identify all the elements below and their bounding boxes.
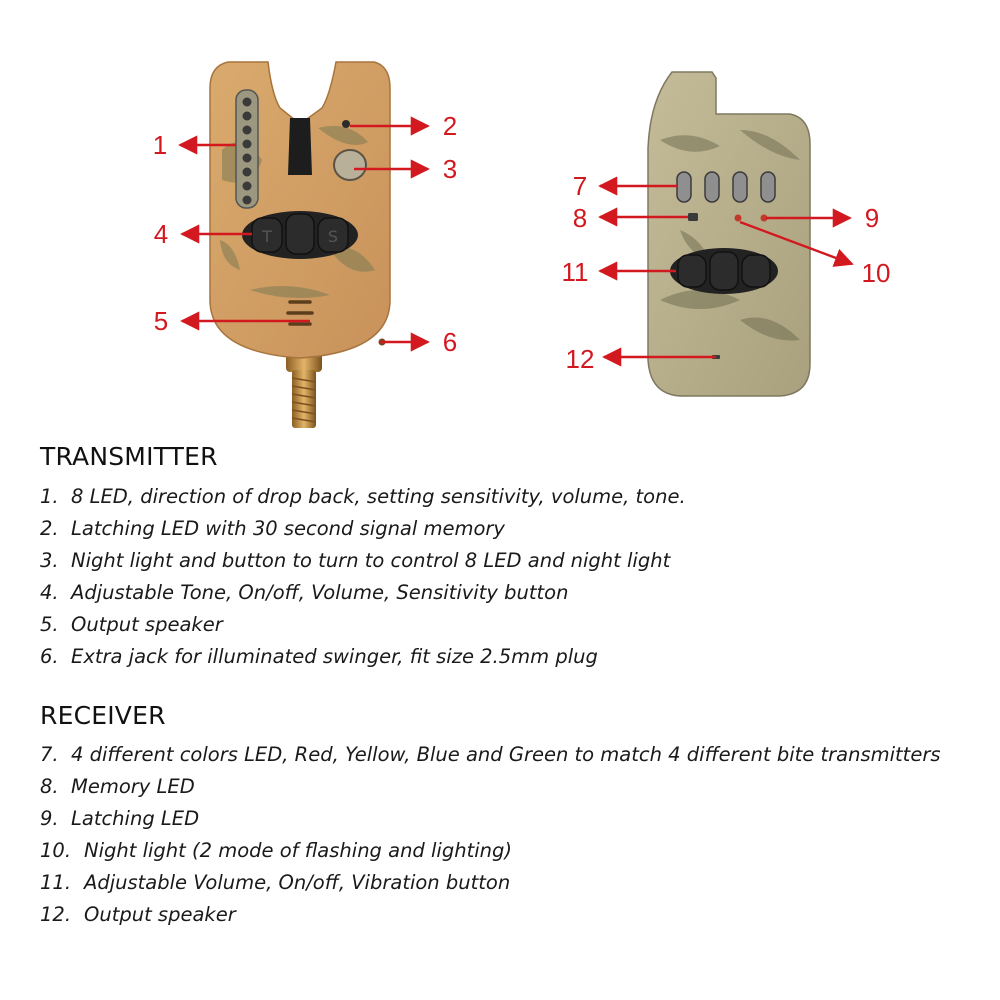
transmitter-feature-list bbox=[40, 481, 686, 673]
callout-9: 9 bbox=[864, 203, 880, 233]
item-text: Night light (2 mode of flashing and lighting) bbox=[84, 839, 512, 862]
transmitter-button-pad bbox=[242, 211, 358, 259]
callout-12: 12 bbox=[565, 344, 595, 374]
list-item bbox=[40, 545, 686, 577]
item-text: Output speaker bbox=[84, 903, 236, 926]
list-item bbox=[40, 481, 686, 513]
memory-led bbox=[688, 213, 698, 221]
receiver-feature-list bbox=[40, 739, 941, 931]
item-number: 8. bbox=[40, 775, 59, 798]
callout-4: 4 bbox=[153, 219, 169, 249]
callout-7: 7 bbox=[572, 171, 588, 201]
item-number: 1. bbox=[40, 485, 59, 508]
item-text: Memory LED bbox=[71, 775, 195, 798]
night-light-led bbox=[735, 215, 742, 222]
callout-1: 1 bbox=[152, 130, 168, 160]
receiver-button-pad bbox=[670, 248, 778, 294]
list-item bbox=[40, 577, 686, 609]
item-number: 11. bbox=[40, 871, 72, 894]
item-number: 7. bbox=[40, 743, 59, 766]
callout-10: 10 bbox=[861, 258, 891, 288]
receiver-device bbox=[648, 72, 810, 396]
transmitter-heading: TRANSMITTER bbox=[40, 442, 218, 471]
tone-button-glyph: T bbox=[262, 227, 272, 246]
receiver-heading: RECEIVER bbox=[40, 701, 166, 730]
sensitivity-button-glyph: S bbox=[327, 227, 339, 246]
callout-3: 3 bbox=[442, 154, 458, 184]
list-item bbox=[40, 609, 686, 641]
item-number: 4. bbox=[40, 581, 59, 604]
product-diagram bbox=[0, 0, 1000, 440]
latching-led bbox=[342, 120, 350, 128]
item-text: Latching LED bbox=[71, 807, 200, 830]
callout-11: 11 bbox=[561, 257, 589, 287]
callout-6: 6 bbox=[442, 327, 458, 357]
list-item bbox=[40, 803, 941, 835]
callout-5: 5 bbox=[153, 306, 169, 336]
receiver-power-button[interactable] bbox=[710, 252, 738, 290]
list-item bbox=[40, 771, 941, 803]
list-item bbox=[40, 867, 941, 899]
volume-button[interactable] bbox=[678, 255, 706, 287]
night-light-button[interactable] bbox=[334, 150, 366, 180]
item-text: Extra jack for illuminated swinger, fit size 2.5mm plug bbox=[71, 645, 598, 668]
callout-8: 8 bbox=[572, 203, 588, 233]
item-text: 4 different colors LED, Red, Yellow, Blue and Green to match 4 different bite transmitters bbox=[71, 743, 941, 766]
list-item bbox=[40, 835, 941, 867]
item-text: Output speaker bbox=[71, 613, 223, 636]
item-text: Night light and button to turn to control 8 LED and night light bbox=[71, 549, 671, 572]
transmitter-device bbox=[210, 62, 390, 428]
item-number: 12. bbox=[40, 903, 72, 926]
item-number: 10. bbox=[40, 839, 72, 862]
item-text: 8 LED, direction of drop back, setting sensitivity, volume, tone. bbox=[71, 485, 686, 508]
list-item bbox=[40, 641, 686, 673]
item-text: Adjustable Volume, On/off, Vibration button bbox=[84, 871, 511, 894]
callout-2: 2 bbox=[442, 111, 458, 141]
item-text: Latching LED with 30 second signal memory bbox=[71, 517, 505, 540]
line-slot bbox=[288, 118, 312, 175]
item-text: Adjustable Tone, On/off, Volume, Sensitivity button bbox=[71, 581, 569, 604]
item-number: 5. bbox=[40, 613, 59, 636]
receiver-body bbox=[648, 72, 810, 396]
vibration-button[interactable] bbox=[742, 255, 770, 287]
list-item bbox=[40, 739, 941, 771]
item-number: 3. bbox=[40, 549, 59, 572]
list-item bbox=[40, 899, 941, 931]
power-button[interactable] bbox=[286, 214, 314, 254]
item-number: 6. bbox=[40, 645, 59, 668]
list-item bbox=[40, 513, 686, 545]
item-number: 2. bbox=[40, 517, 59, 540]
item-number: 9. bbox=[40, 807, 59, 830]
